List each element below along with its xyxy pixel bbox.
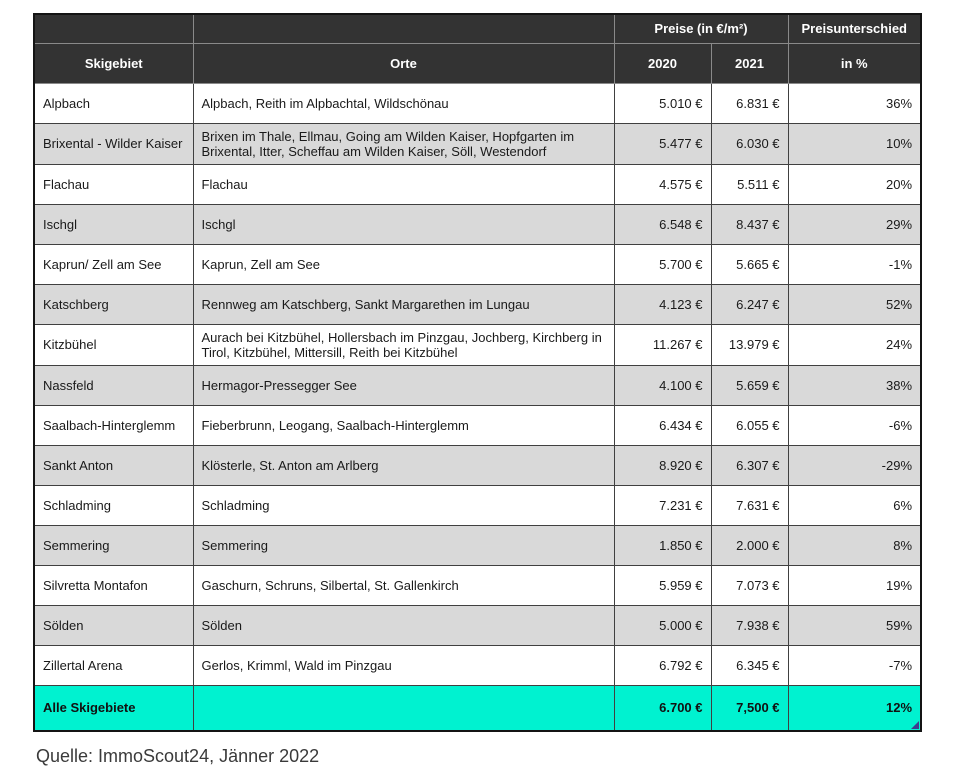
diff-cell: 8% [788, 525, 921, 565]
orte-cell: Semmering [193, 525, 614, 565]
skigebiet-cell: Alpbach [34, 83, 193, 123]
table-row [34, 485, 921, 525]
ski-price-table [33, 13, 922, 732]
table-row [34, 284, 921, 324]
orte-cell: Gaschurn, Schruns, Silbertal, St. Gallenkirch [193, 565, 614, 605]
skigebiet-cell: Nassfeld [34, 365, 193, 405]
price-2021-cell: 8.437 € [711, 204, 788, 244]
total-diff-cell [788, 685, 921, 731]
price-2021-cell: 5.665 € [711, 244, 788, 284]
header-empty-cell [34, 14, 193, 43]
price-table-container [33, 13, 922, 732]
price-2021-cell: 2.000 € [711, 525, 788, 565]
price-2020-cell: 4.100 € [614, 365, 711, 405]
table-row [34, 204, 921, 244]
price-2021-cell: 5.511 € [711, 164, 788, 204]
price-2020-cell: 4.575 € [614, 164, 711, 204]
price-2021-cell: 6.307 € [711, 445, 788, 485]
diff-cell: -7% [788, 645, 921, 685]
table-row [34, 445, 921, 485]
price-2021-cell: 7.073 € [711, 565, 788, 605]
table-row [34, 645, 921, 685]
table-row [34, 565, 921, 605]
diff-cell: 20% [788, 164, 921, 204]
header-diff-pct: in % [788, 43, 921, 83]
price-2021-cell: 7.631 € [711, 485, 788, 525]
total-price-2020-cell: 6.700 € [614, 685, 711, 731]
skigebiet-cell: Katschberg [34, 284, 193, 324]
header-label-row [34, 43, 921, 83]
orte-cell: Alpbach, Reith im Alpbachtal, Wildschönau [193, 83, 614, 123]
diff-cell: -1% [788, 244, 921, 284]
total-price-2021-cell: 7,500 € [711, 685, 788, 731]
price-2020-cell: 5.010 € [614, 83, 711, 123]
skigebiet-cell: Kitzbühel [34, 324, 193, 365]
orte-cell: Aurach bei Kitzbühel, Hollersbach im Pinzgau, Jochberg, Kirchberg in Tirol, Kitzbühel, Mittersill, Reith bei Kitzbühel [193, 324, 614, 365]
header-2020: 2020 [614, 43, 711, 83]
table-row [34, 605, 921, 645]
price-2020-cell: 5.477 € [614, 123, 711, 164]
skigebiet-cell: Ischgl [34, 204, 193, 244]
header-empty-cell [193, 14, 614, 43]
orte-cell: Schladming [193, 485, 614, 525]
total-row [34, 685, 921, 731]
skigebiet-cell: Sankt Anton [34, 445, 193, 485]
orte-cell: Gerlos, Krimml, Wald im Pinzgau [193, 645, 614, 685]
orte-cell: Ischgl [193, 204, 614, 244]
header-2021: 2021 [711, 43, 788, 83]
price-2020-cell: 5.700 € [614, 244, 711, 284]
price-2020-cell: 6.792 € [614, 645, 711, 685]
price-2021-cell: 6.247 € [711, 284, 788, 324]
total-orte-cell [193, 685, 614, 731]
diff-cell: 59% [788, 605, 921, 645]
price-2021-cell: 13.979 € [711, 324, 788, 365]
table-body [34, 83, 921, 685]
price-2021-cell: 5.659 € [711, 365, 788, 405]
price-2021-cell: 6.831 € [711, 83, 788, 123]
table-row [34, 365, 921, 405]
source-note: Quelle: ImmoScout24, Jänner 2022 [36, 746, 320, 766]
skigebiet-cell: Saalbach-Hinterglemm [34, 405, 193, 445]
skigebiet-cell: Schladming [34, 485, 193, 525]
diff-cell: -29% [788, 445, 921, 485]
price-2020-cell: 4.123 € [614, 284, 711, 324]
price-2021-cell: 7.938 € [711, 605, 788, 645]
total-label-cell: Alle Skigebiete [34, 685, 193, 731]
price-2020-cell: 1.850 € [614, 525, 711, 565]
header-orte: Orte [193, 43, 614, 83]
diff-cell: 6% [788, 485, 921, 525]
orte-cell: Klösterle, St. Anton am Arlberg [193, 445, 614, 485]
table-row [34, 244, 921, 284]
table-row [34, 405, 921, 445]
table-row [34, 123, 921, 164]
skigebiet-cell: Silvretta Montafon [34, 565, 193, 605]
table-row [34, 164, 921, 204]
orte-cell: Hermagor-Pressegger See [193, 365, 614, 405]
table-header [34, 14, 921, 83]
skigebiet-cell: Kaprun/ Zell am See [34, 244, 193, 284]
price-2020-cell: 6.434 € [614, 405, 711, 445]
header-skigebiet: Skigebiet [34, 43, 193, 83]
diff-cell: 24% [788, 324, 921, 365]
price-2020-cell: 8.920 € [614, 445, 711, 485]
orte-cell: Kaprun, Zell am See [193, 244, 614, 284]
diff-cell: 29% [788, 204, 921, 244]
price-2020-cell: 5.959 € [614, 565, 711, 605]
price-2020-cell: 7.231 € [614, 485, 711, 525]
price-2020-cell: 11.267 € [614, 324, 711, 365]
orte-cell: Fieberbrunn, Leogang, Saalbach-Hinterglemm [193, 405, 614, 445]
price-2021-cell: 6.055 € [711, 405, 788, 445]
table-row [34, 525, 921, 565]
price-2021-cell: 6.030 € [711, 123, 788, 164]
diff-cell: 36% [788, 83, 921, 123]
skigebiet-cell: Zillertal Arena [34, 645, 193, 685]
diff-cell: 10% [788, 123, 921, 164]
diff-cell: -6% [788, 405, 921, 445]
header-group-row [34, 14, 921, 43]
diff-cell: 19% [788, 565, 921, 605]
table-row [34, 83, 921, 123]
price-2021-cell: 6.345 € [711, 645, 788, 685]
skigebiet-cell: Semmering [34, 525, 193, 565]
table-row [34, 324, 921, 365]
total-diff-value: 12% [885, 700, 913, 716]
price-2020-cell: 5.000 € [614, 605, 711, 645]
skigebiet-cell: Sölden [34, 605, 193, 645]
skigebiet-cell: Brixental - Wilder Kaiser [34, 123, 193, 164]
header-diff-group: Preisunterschied [788, 14, 921, 43]
comment-indicator-icon [911, 721, 919, 729]
diff-cell: 52% [788, 284, 921, 324]
orte-cell: Sölden [193, 605, 614, 645]
orte-cell: Flachau [193, 164, 614, 204]
diff-cell: 38% [788, 365, 921, 405]
price-2020-cell: 6.548 € [614, 204, 711, 244]
orte-cell: Brixen im Thale, Ellmau, Going am Wilden Kaiser, Hopfgarten im Brixental, Itter, Scheffau am Wilden Kaiser, Söll, Westendorf [193, 123, 614, 164]
orte-cell: Rennweg am Katschberg, Sankt Margarethen im Lungau [193, 284, 614, 324]
header-price-group: Preise (in €/m²) [614, 14, 788, 43]
skigebiet-cell: Flachau [34, 164, 193, 204]
